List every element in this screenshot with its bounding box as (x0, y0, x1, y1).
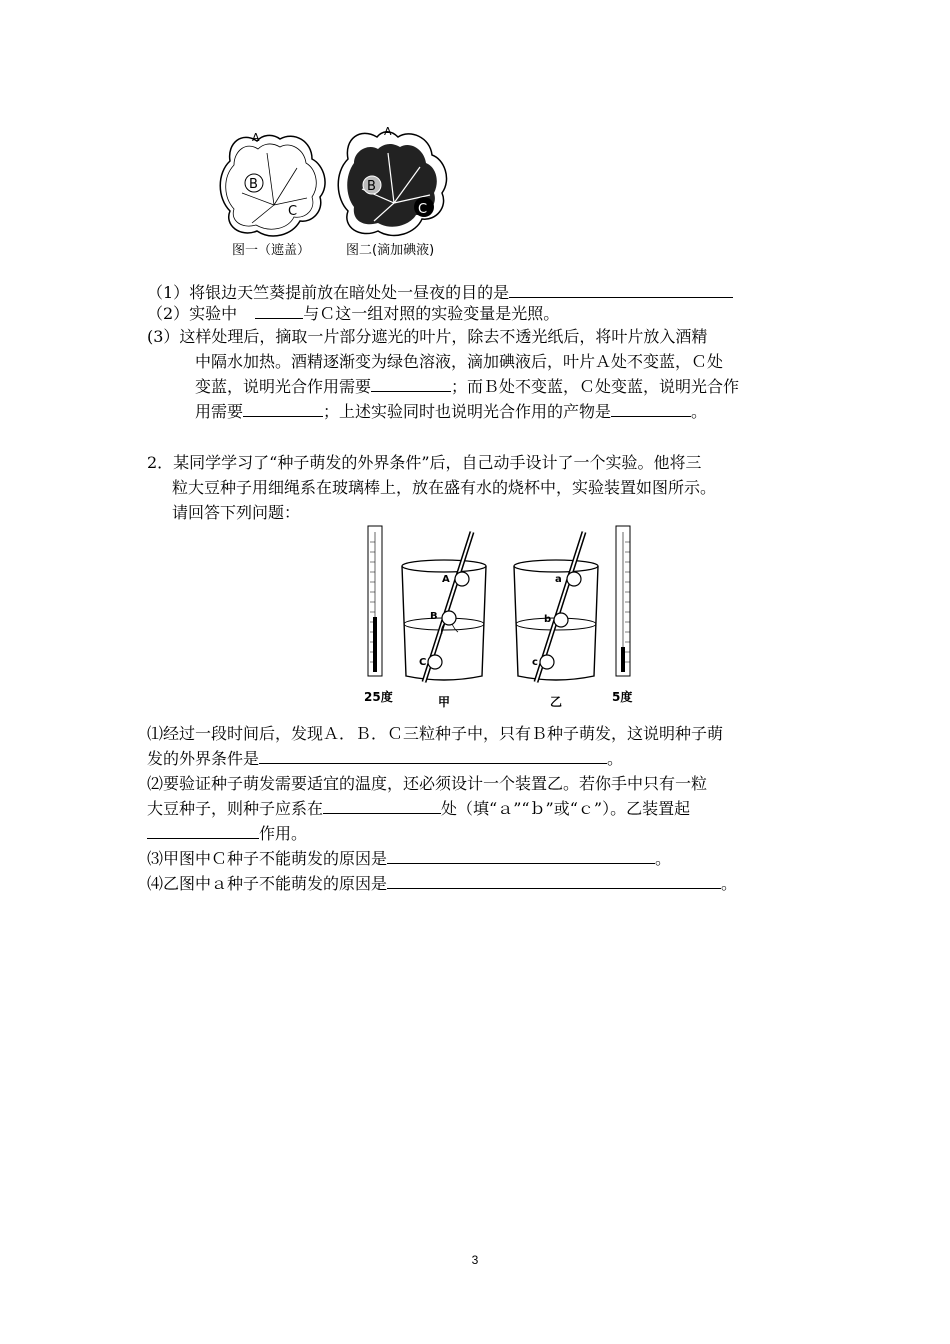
q1-part2-answer-blank[interactable] (255, 304, 303, 319)
q1-part2-text-b: 与Ｃ这一组对照的实验变量是光照。 (303, 304, 560, 323)
seed-a-small-label: a (555, 574, 562, 585)
q2-sub1-answer-blank[interactable] (259, 749, 607, 764)
q2-sub1-text-a: 发的外界条件是 (147, 749, 260, 768)
leaf-iodine-drawing (338, 125, 446, 235)
seed-b-label: B (430, 611, 438, 622)
seed-a-label: A (442, 574, 450, 585)
q2-sub3 (147, 849, 671, 869)
q1-part3-line2: 中隔水加热。酒精逐渐变为绿色溶液，滴加碘液后，叶片Ａ处不变蓝，Ｃ处 (195, 352, 724, 371)
q2-sub2-text-b: 处（填“ａ”“ｂ”或“ｃ”）。乙装置起 (441, 799, 691, 818)
q2-stem-line2: 粒大豆种子用细绳系在玻璃棒上，放在盛有水的烧杯中，实验装置如图所示。 (172, 478, 717, 497)
leaf-covered-drawing (220, 131, 325, 236)
thermometer-right (616, 526, 630, 676)
leaf2-label-b: B (367, 179, 376, 194)
beaker-jia (402, 532, 486, 682)
page-number: 3 (471, 1253, 479, 1267)
q2-sub2-answer-blank-2[interactable] (147, 824, 259, 839)
leaf1-label-a: A (252, 131, 260, 144)
q1-part2-text-a: （2）实验中 (147, 304, 238, 323)
q2-sub2-text-a: 大豆种子，则种子应系在 (147, 799, 324, 818)
leaf1-label-b: B (249, 177, 258, 192)
q2-sub2-answer-blank-1[interactable] (323, 799, 441, 814)
q2-sub4 (147, 874, 737, 894)
leaf2-label-c: C (418, 202, 428, 217)
q2-stem-line3: 请回答下列问题： (172, 503, 301, 522)
leaf2-label-a: A (384, 125, 392, 138)
q1-part1-answer-blank[interactable] (509, 283, 733, 298)
q2-sub4-answer-blank[interactable] (387, 874, 721, 889)
beaker-yi-label: 乙 (550, 695, 563, 709)
leaf-figure (212, 123, 462, 256)
q1-part3-blank-3[interactable] (611, 402, 691, 417)
leaf2-caption: 图二(滴加碘液) (346, 243, 435, 258)
seed-c-small-label: c (532, 657, 538, 668)
seed-germination-figure (362, 522, 642, 714)
temp-left-label: 25度 (364, 690, 393, 704)
temp-right-label: 5度 (612, 690, 633, 704)
leaf1-caption: 图一（遮盖） (232, 243, 311, 258)
q1-part3-line3-text-a: 变蓝，说明光合作用需要 (195, 377, 372, 396)
q1-part3-line4 (195, 402, 707, 422)
q2-sub2-line3 (147, 824, 307, 844)
q1-part3-line3 (195, 377, 739, 397)
q1-part3-line4-text-a: 用需要 (195, 402, 244, 421)
q1-part3-line4-text-b: ；上述实验同时也说明光合作用的产物是 (323, 402, 612, 421)
q2-sub3-text-a: ⑶甲图中Ｃ种子不能萌发的原因是 (147, 849, 388, 868)
q1-part3-line3-text-b: ；而Ｂ处不变蓝，Ｃ处变蓝，说明光合作 (451, 377, 740, 396)
q1-part1-text: （1）将银边天竺葵提前放在暗处处一昼夜的目的是 (147, 283, 510, 302)
seed-b-small-label: b (544, 614, 552, 625)
q1-part3-line4-text-c: 。 (691, 402, 708, 421)
q2-sub2-line1: ⑵要验证种子萌发需要适宜的温度，还必须设计一个装置乙。若你手中只有一粒 (147, 774, 708, 793)
q2-sub1-text-b: 。 (607, 749, 624, 768)
beaker-yi (514, 532, 598, 682)
q1-part3-line1: (3）这样处理后，摘取一片部分遮光的叶片，除去不透光纸后，将叶片放入酒精 (147, 327, 708, 346)
q2-sub1-line2 (147, 749, 623, 769)
q2-stem-line1: 2．某同学学习了“种子萌发的外界条件”后，自己动手设计了一个实验。他将三 (147, 453, 702, 472)
beaker-jia-label: 甲 (438, 695, 451, 709)
q1-part2 (147, 304, 559, 324)
q2-sub4-text-a: ⑷乙图中ａ种子不能萌发的原因是 (147, 874, 388, 893)
seed-c-label: C (419, 657, 427, 668)
leaf1-label-c: C (288, 204, 298, 219)
q2-sub1-line1: ⑴经过一段时间后，发现Ａ．Ｂ．Ｃ三粒种子中，只有Ｂ种子萌发，这说明种子萌 (147, 724, 724, 743)
thermometer-left (368, 526, 382, 676)
q2-sub2-text-c: 作用。 (259, 824, 308, 843)
q1-part1 (147, 283, 733, 303)
q1-part3-blank-2[interactable] (243, 402, 323, 417)
q2-sub3-text-b: 。 (655, 849, 672, 868)
q1-part3-blank-1[interactable] (371, 377, 451, 392)
q2-sub3-answer-blank[interactable] (387, 849, 655, 864)
q2-sub2-line2 (147, 799, 690, 819)
q2-sub4-text-b: 。 (721, 874, 738, 893)
